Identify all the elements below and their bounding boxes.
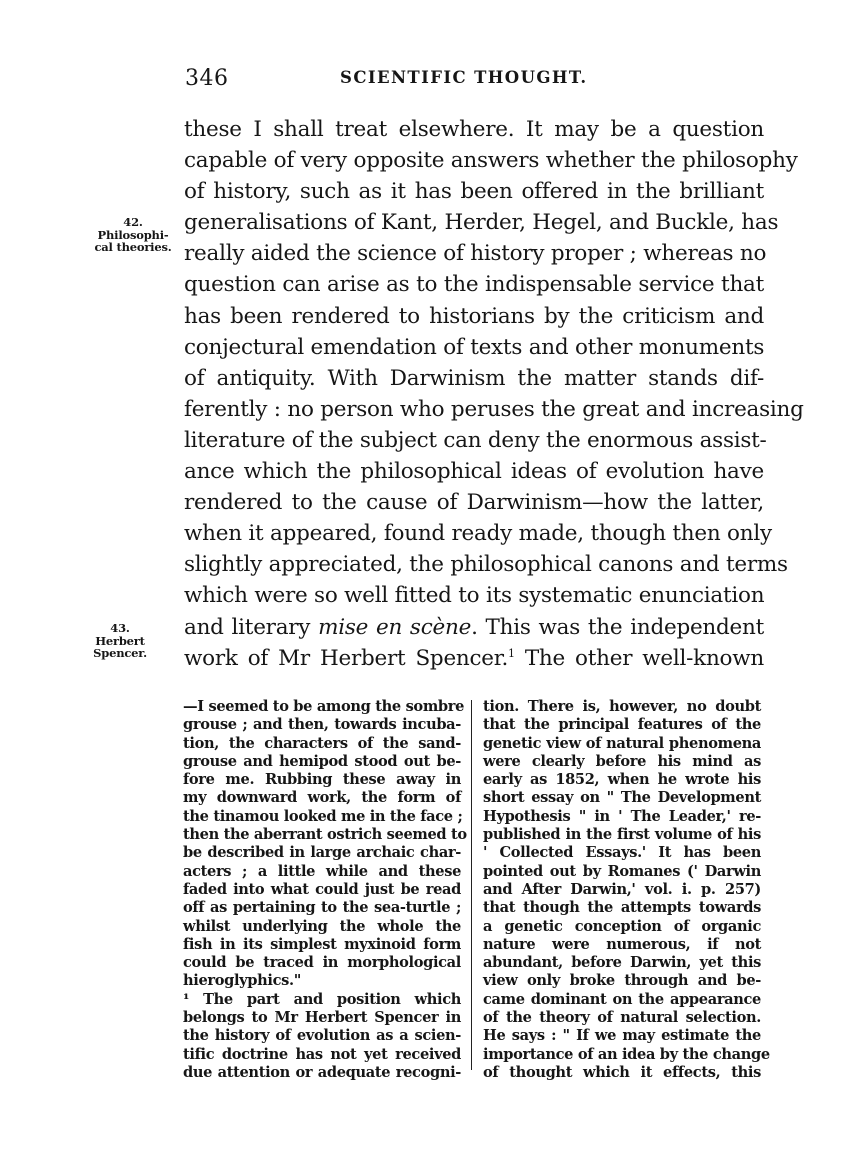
footnote-line: He says : " If we may estimate the xyxy=(483,1027,761,1045)
footnote-line: that though the attempts towards xyxy=(483,899,761,917)
body-line: really aided the science of history proper ; whereas no xyxy=(184,241,767,267)
footnote-line: belongs to Mr Herbert Spencer in xyxy=(183,1009,461,1027)
body-line: rendered to the cause of Darwinism—how the latter, xyxy=(184,490,764,516)
footnote-line: ¹ The part and position which xyxy=(183,990,461,1008)
sidenote-number: 43. xyxy=(110,621,130,635)
footnote-line: hieroglyphics." xyxy=(183,972,301,990)
sidenote-herbert-spencer xyxy=(84,622,156,660)
footnote-line: the history of evolution as a scien- xyxy=(183,1027,461,1045)
body-line: these I shall treat elsewhere. It may be a question xyxy=(184,117,764,142)
sidenote-text: Spencer. xyxy=(93,646,147,660)
body-line-text: work of Mr Herbert Spencer. xyxy=(184,645,509,671)
italic-phrase: mise en scène xyxy=(318,614,472,640)
footnote-line: tific doctrine has not yet received xyxy=(183,1045,461,1063)
footnote-line: off as pertaining to the sea-turtle ; xyxy=(183,899,461,917)
body-line: of history, such as it has been offered in the brilliant xyxy=(184,179,764,205)
footnote-line: grouse and hemipod stood out be- xyxy=(183,752,461,770)
footnote-line: fore me. Rubbing these away in xyxy=(183,771,461,789)
footnote-line: abundant, before Darwin, yet this xyxy=(483,954,761,972)
footnote-line: and After Darwin,' vol. i. p. 257) xyxy=(483,880,761,898)
body-line: conjectural emendation of texts and other monuments xyxy=(184,334,765,360)
footnote-line: that the principal features of the xyxy=(483,716,761,734)
footnote-line: —I seemed to be among the sombre xyxy=(183,698,465,715)
footnote-line: tion. There is, however, no doubt xyxy=(483,698,761,715)
sidenote-philosophical-theories xyxy=(88,216,178,254)
footnote-line: of thought which it effects, this xyxy=(483,1063,761,1081)
running-head: SCIENTIFIC THOUGHT. xyxy=(340,68,588,87)
column-divider xyxy=(471,700,472,1070)
body-line: question can arise as to the indispensable service that xyxy=(184,272,764,298)
body-line: ferently : no person who peruses the great and increasing xyxy=(184,396,804,422)
body-line: ance which the philosophical ideas of evolution have xyxy=(184,459,764,485)
footnote-line: acters ; a little while and these xyxy=(183,862,461,880)
body-line: of antiquity. With Darwinism the matter stands dif- xyxy=(184,365,764,391)
page-header xyxy=(0,66,850,96)
footnote-line: view only broke through and be- xyxy=(483,972,761,990)
footnote-column-right xyxy=(483,698,770,1082)
body-line: capable of very opposite answers whether the philosophy xyxy=(184,148,798,174)
footnote-line: could be traced in morphological xyxy=(183,954,461,972)
footnote-line: my downward work, the form of xyxy=(183,789,461,807)
sidenote-text: Herbert xyxy=(95,633,145,648)
footnote-line: genetic view of natural phenomena xyxy=(483,734,761,752)
footnote-line: short essay on " The Development xyxy=(483,789,761,807)
footnote-column-left xyxy=(183,698,467,1082)
body-line: slightly appreciated, the philosophical canons and terms xyxy=(184,552,788,578)
sidenote-text: cal theories. xyxy=(94,240,172,254)
footnote-line: came dominant on the appearance xyxy=(483,990,761,1008)
body-line-last xyxy=(184,643,764,674)
body-line: which were so well fitted to its systematic enunciation xyxy=(184,583,765,609)
footnote-line: pointed out by Romanes (' Darwin xyxy=(483,862,761,880)
page-number: 346 xyxy=(185,66,229,91)
footnote-marker: 1 xyxy=(508,646,515,660)
footnote-line: Hypothesis " in ' The Leader,' re- xyxy=(483,807,761,825)
body-line-text: The other well-known xyxy=(514,645,764,671)
body-line: generalisations of Kant, Herder, Hegel, and Buckle, has xyxy=(184,210,779,236)
body-line: has been rendered to historians by the criticism and xyxy=(184,303,764,329)
sidenote-number: 42. xyxy=(123,215,143,229)
footnote-line: early as 1852, when he wrote his xyxy=(483,771,761,789)
body-line: when it appeared, found ready made, though then only xyxy=(184,521,772,547)
body-text xyxy=(184,114,804,674)
footnote-line: of the theory of natural selection. xyxy=(483,1009,761,1027)
footnote-line: due attention or adequate recogni- xyxy=(183,1063,461,1081)
footnote-line: tion, the characters of the sand- xyxy=(183,734,461,752)
footnote-line: the tinamou looked me in the face ; xyxy=(183,807,463,825)
footnote-line: published in the first volume of his xyxy=(483,826,761,844)
footnote-line: importance of an idea by the change xyxy=(483,1045,770,1063)
footnote-line: whilst underlying the whole the xyxy=(183,917,461,935)
footnote-line: faded into what could just be read xyxy=(183,880,461,898)
footnote-line: a genetic conception of organic xyxy=(483,917,761,935)
footnote-line: were clearly before his mind as xyxy=(483,752,761,770)
footnotes xyxy=(183,698,770,1088)
body-line: and literary mise en scène. This was the independent xyxy=(184,614,764,640)
footnote-line: nature were numerous, if not xyxy=(483,935,761,953)
footnote-line: then the aberrant ostrich seemed to xyxy=(183,826,467,844)
footnote-line: grouse ; and then, towards incuba- xyxy=(183,716,461,734)
body-line: literature of the subject can deny the enormous assist- xyxy=(184,427,767,453)
footnote-line: be described in large archaic char- xyxy=(183,844,461,862)
footnote-line: fish in its simplest myxinoid form xyxy=(183,935,461,953)
footnote-line: ' Collected Essays.' It has been xyxy=(483,844,761,862)
sidenote-text: Philosophi- xyxy=(97,227,169,242)
